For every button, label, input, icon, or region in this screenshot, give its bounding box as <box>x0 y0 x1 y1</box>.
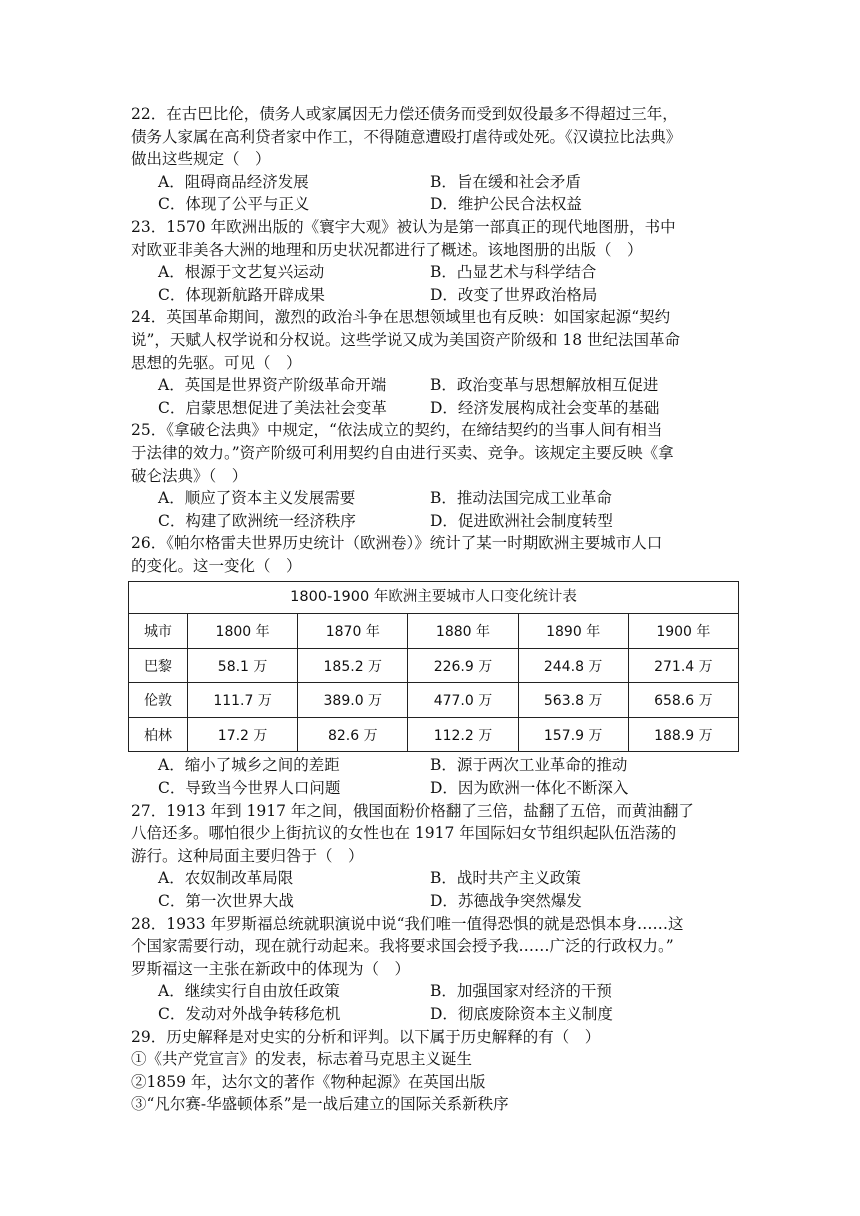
option-d: D．彻底废除资本主义制度 <box>430 1005 613 1023</box>
table-cell: 477.0 万 <box>408 683 518 718</box>
option-b: B．旨在缓和社会矛盾 <box>430 172 581 191</box>
option-c: C．构建了欧洲统一经济秩序 <box>158 511 356 530</box>
option-d: D．维护公民合法权益 <box>430 195 582 214</box>
statement-3: ③“凡尔赛-华盛顿体系”是一战后建立的国际关系新秩序 <box>131 1095 509 1114</box>
statement-1: ①《共产党宣言》的发表，标志着马克思主义诞生 <box>131 1050 473 1069</box>
option-a: A．继续实行自由放任政策 <box>158 982 340 1001</box>
table-header-cell: 1870 年 <box>298 614 408 649</box>
question-text: 八倍还多。哪怕很少上街抗议的女性也在 1917 年国际妇女节组织起队伍浩荡的 <box>131 824 677 843</box>
question-text: 28．1933 年罗斯福总统就职演说中说“我们唯一值得恐惧的就是恐惧本身……这 <box>131 914 684 933</box>
question-24 <box>131 306 731 419</box>
question-text: 个国家需要行动，现在就行动起来。我将要求国会授予我……广泛的行政权力。” <box>131 937 674 956</box>
table-header-cell: 城市 <box>129 614 188 649</box>
option-c: C．第一次世界大战 <box>158 892 294 911</box>
option-b: B．推动法国完成工业革命 <box>430 489 612 508</box>
table-cell: 伦敦 <box>129 683 188 718</box>
question-29 <box>131 1026 731 1116</box>
option-a: A．农奴制改革局限 <box>158 869 294 888</box>
option-b: B．凸显艺术与科学结合 <box>430 263 597 282</box>
question-text: 游行。这种局面主要归咎于（ ） <box>131 846 364 865</box>
statement-2: ②1859 年，达尔文的著作《物种起源》在英国出版 <box>131 1072 486 1091</box>
table-cell: 82.6 万 <box>298 717 408 752</box>
question-23 <box>131 216 731 306</box>
table-cell: 389.0 万 <box>298 683 408 718</box>
option-a: A．阻碍商品经济发展 <box>158 172 309 191</box>
option-d: D．因为欧洲一体化不断深入 <box>430 779 629 798</box>
option-a: A．缩小了城乡之间的差距 <box>158 756 340 775</box>
question-25 <box>131 419 731 532</box>
exam-page <box>131 103 731 1116</box>
table-cell: 17.2 万 <box>188 717 298 752</box>
option-b: B．战时共产主义政策 <box>430 869 581 888</box>
question-text: 25．《拿破仑法典》中规定，“依法成立的契约，在缔结契约的当事人间有相当 <box>131 421 663 440</box>
table-cell: 柏林 <box>129 717 188 752</box>
question-26 <box>131 532 731 799</box>
option-b: B．政治变革与思想解放相互促进 <box>430 376 659 395</box>
table-header-cell: 1900 年 <box>628 614 738 649</box>
question-text: 做出这些规定（ ） <box>131 150 271 169</box>
option-d: D．促进欧洲社会制度转型 <box>430 511 613 530</box>
question-text: 对欧亚非美各大洲的地理和历史状况都进行了概述。该地图册的出版（ ） <box>131 240 643 259</box>
question-text: 的变化。这一变化（ ） <box>131 556 302 575</box>
option-a: A．英国是世界资产阶级革命开端 <box>158 376 387 395</box>
option-b: B．源于两次工业革命的推动 <box>430 756 628 775</box>
question-text: 思想的先驱。可见（ ） <box>131 353 302 372</box>
question-text: 23．1570 年欧洲出版的《寰宇大观》被认为是第一部真正的现代地图册，书中 <box>131 217 676 236</box>
question-text: 22．在古巴比伦，债务人或家属因无力偿还债务而受到奴役最多不得超过三年， <box>131 105 678 123</box>
table-cell: 563.8 万 <box>518 683 628 718</box>
option-c: C．发动对外战争转移危机 <box>158 1005 341 1023</box>
question-text: 27．1913 年到 1917 年之间，俄国面粉价格翻了三倍，盐翻了五倍，而黄油翻了 <box>131 801 694 820</box>
table-title: 1800-1900 年欧洲主要城市人口变化统计表 <box>128 581 739 613</box>
table-header-cell: 1890 年 <box>518 614 628 649</box>
option-d: D．改变了世界政治格局 <box>430 285 598 304</box>
table-cell: 226.9 万 <box>408 648 518 683</box>
option-d: D．经济发展构成社会变革的基础 <box>430 398 660 417</box>
table-row <box>129 648 739 683</box>
table-row <box>129 717 739 752</box>
table-cell: 188.9 万 <box>628 717 738 752</box>
question-text: 24．英国革命期间，激烈的政治斗争在思想领域里也有反映：如国家起源“契约 <box>131 308 671 327</box>
table-cell: 185.2 万 <box>298 648 408 683</box>
population-table <box>128 581 739 752</box>
question-text: 债务人家属在高利贷者家中作工，不得随意遭殴打虐待或处死。《汉谟拉比法典》 <box>131 127 682 146</box>
table-cell: 112.2 万 <box>408 717 518 752</box>
option-d: D．苏德战争突然爆发 <box>430 892 582 911</box>
option-b: B．加强国家对经济的干预 <box>430 982 612 1001</box>
question-text: 于法律的效力。”资产阶级可利用契约自由进行买卖、竞争。该规定主要反映《拿 <box>131 443 674 462</box>
table-cell: 658.6 万 <box>628 683 738 718</box>
question-text: 罗斯福这一主张在新政中的体现为（ ） <box>131 959 411 978</box>
table-cell: 58.1 万 <box>188 648 298 683</box>
table-header-row <box>129 614 739 649</box>
option-a: A．根源于文艺复兴运动 <box>158 263 325 282</box>
option-c: C．体现了公平与正义 <box>158 195 310 214</box>
option-c: C．启蒙思想促进了美法社会变革 <box>158 398 387 417</box>
table-header-cell: 1880 年 <box>408 614 518 649</box>
question-27 <box>131 800 731 913</box>
question-text: 29．历史解释是对史实的分析和评判。以下属于历史解释的有（ ） <box>131 1027 601 1046</box>
option-c: C．体现新航路开辟成果 <box>158 285 325 304</box>
question-28 <box>131 913 731 1026</box>
table-header-cell: 1800 年 <box>188 614 298 649</box>
question-text: 说”，天赋人权学说和分权说。这些学说又成为美国资产阶级和 18 世纪法国革命 <box>131 330 681 349</box>
table-cell: 244.8 万 <box>518 648 628 683</box>
option-a: A．顺应了资本主义发展需要 <box>158 489 356 508</box>
table-cell: 111.7 万 <box>188 683 298 718</box>
table-cell: 271.4 万 <box>628 648 738 683</box>
table-row <box>129 683 739 718</box>
question-text: 26．《帕尔格雷夫世界历史统计（欧洲卷）》统计了某一时期欧洲主要城市人口 <box>131 534 663 553</box>
question-22 <box>131 103 731 216</box>
table-cell: 巴黎 <box>129 648 188 683</box>
option-c: C．导致当今世界人口问题 <box>158 779 341 798</box>
table-cell: 157.9 万 <box>518 717 628 752</box>
question-text: 破仑法典》（ ） <box>131 466 248 485</box>
